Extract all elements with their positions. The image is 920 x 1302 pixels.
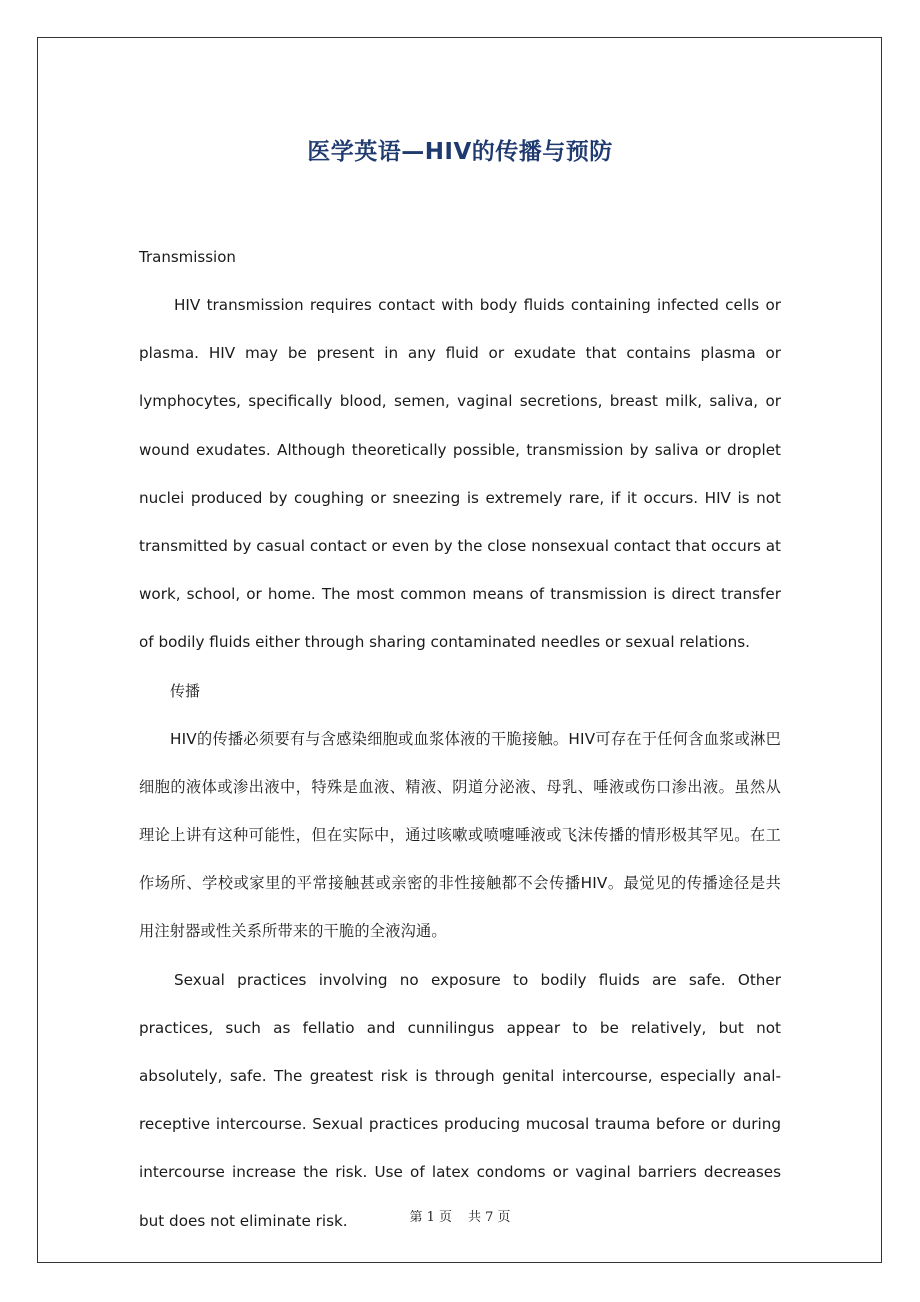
paragraph-sexual-practices-en: Sexual practices involving no exposure to bodily fluids are safe. Other practices, such as fellatio and cunnilingus appear to be relatively, but not absolutely, safe. The greatest risk is through genital intercourse, especially anal-receptive intercourse. Sexual practices producing mucosal trauma before or during intercourse increase the risk. Use of latex condoms or vaginal barriers decreases but does not eliminate risk. — [139, 970, 781, 1230]
page-footer — [0, 1206, 920, 1225]
section-heading-transmission-zh: 传播 — [170, 681, 201, 700]
paragraph-transmission-en: HIV transmission requires contact with body fluids containing infected cells or plasma. HIV may be present in any fluid or exudate that contains plasma or lymphocytes, specifically blood, semen, vaginal secretions, breast milk, saliva, or wound exudates. Although theoretically possible, transmission by saliva or droplet nuclei produced by coughing or sneezing is extremely rare, if it occurs. HIV is not transmitted by casual contact or even by the close nonsexual contact that occurs at work, school, or home. The most common means of transmission is direct transfer of bodily fluids either through sharing contaminated needles or sexual relations. — [139, 296, 781, 652]
document-body — [139, 233, 781, 1245]
page-number: 第 1 页 — [409, 1210, 452, 1225]
section-heading-transmission: Transmission — [139, 248, 236, 266]
page-total: 共 7 页 — [468, 1210, 511, 1225]
document-title: 医学英语—HIV的传播与预防 — [307, 139, 613, 166]
paragraph-transmission-zh: HIV的传播必须要有与含感染细胞或血浆体液的干脆接触。HIV可存在于任何含血浆或淋巴细胞的液体或渗出液中，特殊是血液、精液、阴道分泌液、母乳、唾液或伤口渗出液。虽然从理论上讲有这种可能性，但在实际中，通过咳嗽或喷嚏唾液或飞沫传播的情形极其罕见。在工作场所、学校或家里的平常接触甚或亲密的非性接触都不会传播HIV。最觉见的传播途径是共用注射器或性关系所带来的干脆的全液沟通。 — [139, 729, 781, 941]
